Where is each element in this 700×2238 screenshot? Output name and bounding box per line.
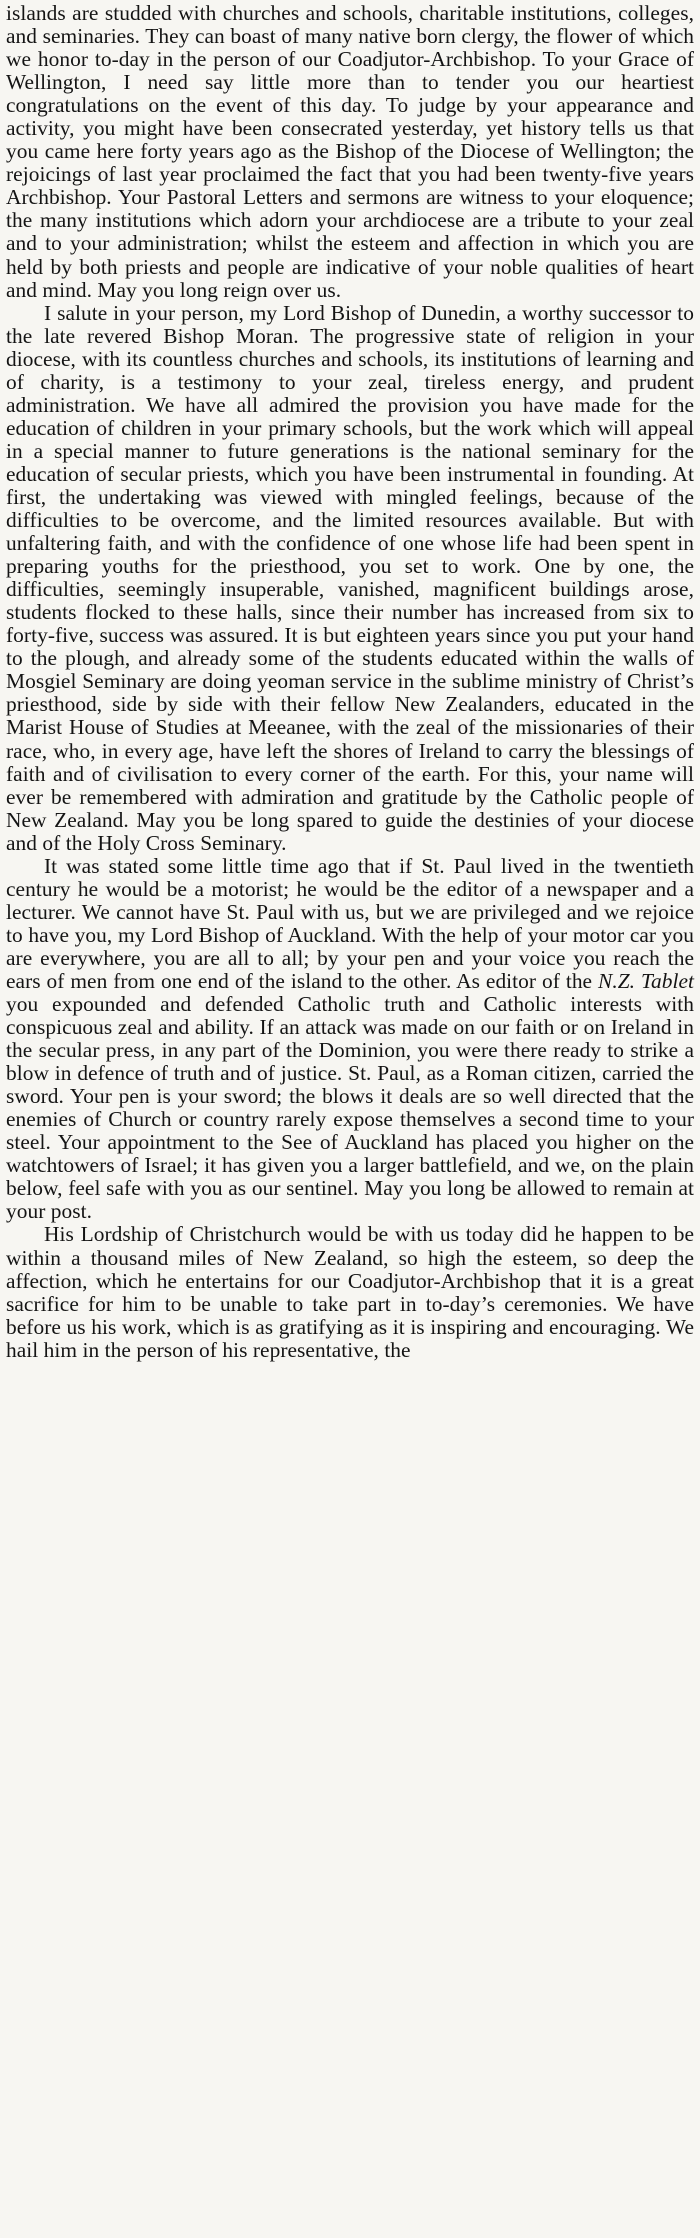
paragraph-dunedin-address: I salute in your person, my Lord Bishop of Dunedin, a worthy successor to the late revered Bishop Moran. The progressive state of religion in your diocese, with its countless churches and schools, its institutions of learning and of charity, is a testimony to your zeal, tireless energy, and prudent administration. We have all admired the provision you have made for the education of children in your primary schools, but the work which will appeal in a special manner to future generations is the national seminary for the education of secular priests, which you have been instrumental in founding. At first, the undertaking was viewed with mingled feelings, because of the difficulties to be overcome, and the limited resources available. But with unfaltering faith, and with the confidence of one whose life had been spent in preparing youths for the priesthood, you set to work. One by one, the difficulties, seemingly insuperable, vanished, magnificent buildings arose, students flocked to these halls, since their number has increased from six to forty-five, success was assured. It is but eighteen years since you put your hand to the plough, and already some of the students educated within the walls of Mosgiel Seminary are doing yeoman service in the sublime ministry of Christ’s priesthood, side by side with their fellow New Zealanders, educated in the Marist House of Studies at Meeanee, with the zeal of the missionaries of their race, who, in every age, have left the shores of Ireland to carry the blessings of faith and of civilisation to every corner of the earth. For this, your name will ever be remembered with admiration and gratitude by the Catholic people of New Zealand. May you be long spared to guide the destinies of your diocese and of the Holy Cross Seminary. <box>6 300 694 855</box>
paragraph-auckland-address: It was stated some little time ago that if St. Paul lived in the twentieth century he would be a motorist; he would be the editor of a newspaper and a lecturer. We cannot have St. Paul with us, but we are privileged and we rejoice to have you, my Lord Bishop of Auckland. With the help of your motor car you are everywhere, you are all to all; by your pen and your voice you reach the ears of men from one end of the island to the other. As editor of the N.Z. Tablet you expounded and defended Catholic truth and Catholic interests with conspicuous zeal and ability. If an attack was made on our faith or on Ireland in the secular press, in any part of the Dominion, you were there ready to strike a blow in defence of truth and of justice. St. Paul, as a Roman citizen, carried the sword. Your pen is your sword; the blows it deals are so well directed that the enemies of Church or country rarely expose themselves a second time to your steel. Your appointment to the See of Auckland has placed you higher on the watchtowers of Israel; it has given you a larger battlefield, and we, on the plain below, feel safe with you as our sentinel. May you long be allowed to remain at your post. <box>6 853 694 1224</box>
text-column <box>6 2 694 1362</box>
italic-title: N.Z. Tablet <box>598 968 694 993</box>
paragraph-christchurch-address: His Lordship of Christchurch would be with us today did he happen to be within a thousand miles of New Zealand, so high the esteem, so deep the affection, which he entertains for our Coadjutor-Archbishop that it is a great sacrifice for him to be unable to take part in to-day’s ceremonies. We have before us his work, which is as gratifying as it is inspiring and encouraging. We hail him in the person of his representative, the <box>6 1222 694 1362</box>
paragraph-wellington-address: islands are studded with churches and schools, charitable institutions, colleges, and seminaries. They can boast of many native born clergy, the flower of which we honor to-day in the person of our Coadjutor-Archbishop. To your Grace of Wellington, I need say little more than to tender you our heartiest congratulations on the event of this day. To judge by your appearance and activity, you might have been consecrated yesterday, yet history tells us that you came here forty years ago as the Bishop of the Diocese of Wellington; the rejoicings of last year proclaimed the fact that you had been twenty-five years Archbishop. Your Pastoral Letters and sermons are witness to your eloquence; the many institutions which adorn your archdiocese are a tribute to your zeal and to your administration; whilst the esteem and affection in which you are held by both priests and people are indicative of your noble qualities of heart and mind. May you long reign over us. <box>6 1 694 302</box>
